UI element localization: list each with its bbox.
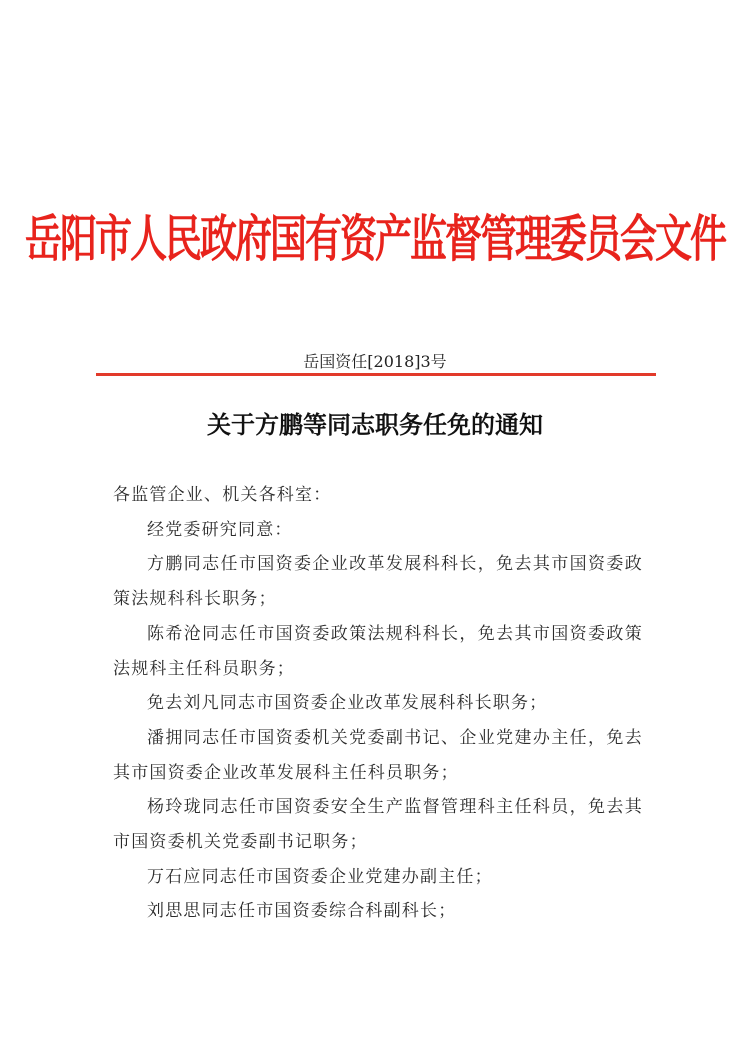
- document-number: 岳国资任[2018]3号: [303, 352, 447, 371]
- body-paragraph: 万石应同志任市国资委企业党建办副主任；: [147, 866, 493, 887]
- salutation: 各监管企业、机关各科室：: [113, 485, 332, 505]
- red-divider-rule: [96, 373, 656, 376]
- body-paragraph: 潘拥同志任市国资委机关党委副书记、企业党建办主任，免去其市国资委企业改革发展科主任科员职务；: [113, 727, 643, 783]
- body-paragraph: 免去刘凡同志市国资委企业改革发展科科长职务；: [147, 693, 548, 714]
- body-paragraph: 刘思思同志任市国资委综合科副科长；: [147, 901, 457, 922]
- body-paragraph: 陈希沧同志任市国资委政策法规科科长，免去其市国资委政策法规科主任科员职务；: [113, 623, 643, 679]
- body-paragraph: 经党委研究同意：: [147, 519, 293, 540]
- body-paragraph: 方鹏同志任市国资委企业改革发展科科长，免去其市国资委政策法规科科长职务；: [113, 554, 643, 610]
- agency-masthead: 岳阳市人民政府国有资产监督管理委员会文件: [25, 210, 725, 269]
- notice-title: 关于方鹏等同志职务任免的通知: [207, 411, 543, 439]
- notice-body: [113, 478, 643, 929]
- body-paragraph: 杨玲珑同志任市国资委安全生产监督管理科主任科员，免去其市国资委机关党委副书记职务；: [113, 797, 643, 853]
